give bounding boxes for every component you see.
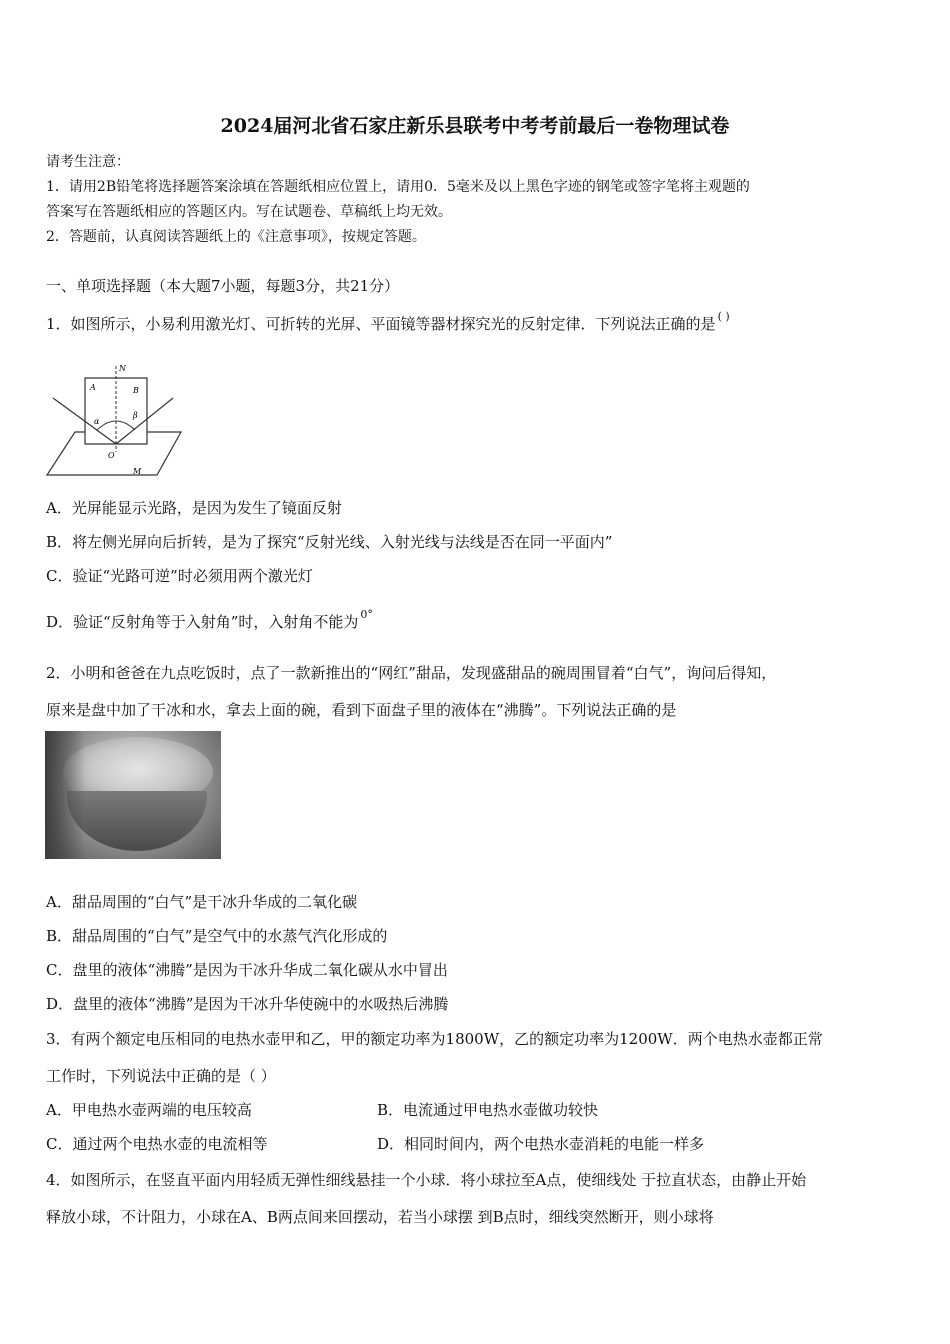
- q1-option-d-text: D．验证“反射角等于入射角”时，入射角不能为: [46, 613, 359, 631]
- label-b: B: [133, 386, 139, 395]
- reflection-diagram: [45, 360, 185, 480]
- label-alpha: α: [94, 417, 100, 426]
- q2-option-d: D．盘里的液体“沸腾”是因为干冰升华使碗中的水吸热后沸腾: [46, 995, 449, 1013]
- q4-stem-line-1: 4．如图所示，在竖直平面内用轻质无弹性细线悬挂一个小球．将小球拉至A点，使细线处 于拉直状态，由静止开始: [46, 1171, 807, 1189]
- q1-option-d-sup: 0°: [360, 608, 373, 621]
- q1-option-d: [46, 608, 373, 634]
- q2-stem-line-1: 2．小明和爸爸在九点吃饭时，点了一款新推出的“网红”甜品，发现盛甜品的碗周围冒着“白气”，询问后得知，: [46, 664, 777, 682]
- q1-option-a: A．光屏能显示光路，是因为发生了镜面反射: [46, 499, 342, 517]
- q1-stem: [46, 310, 730, 336]
- q3-option-d: D．相同时间内，两个电热水壶消耗的电能一样多: [377, 1135, 705, 1153]
- q1-stem-bracket: ( ): [717, 310, 730, 323]
- q3-option-c: C．通过两个电热水壶的电流相等: [46, 1135, 268, 1153]
- q3-option-b: B．电流通过甲电热水壶做功较快: [377, 1101, 599, 1119]
- q2-stem-line-2: 原来是盘中加了干冰和水，拿去上面的碗，看到下面盘子里的液体在“沸腾”。下列说法正确的是: [46, 701, 677, 719]
- label-beta: β: [133, 411, 138, 420]
- notice-line-1: 1．请用2B铅笔将选择题答案涂填在答题纸相应位置上，请用0．5毫米及以上黑色字迹的钢笔或签字笔将主观题的: [46, 179, 750, 195]
- notice-line-1b: 答案写在答题纸相应的答题区内。写在试题卷、草稿纸上均无效。: [46, 204, 452, 220]
- label-n: N: [119, 364, 126, 373]
- q2-option-b: B．甜品周围的“白气”是空气中的水蒸气汽化形成的: [46, 927, 388, 945]
- q3-option-a: A．甲电热水壶两端的电压较高: [46, 1101, 252, 1119]
- section-heading: 一、单项选择题（本大题7小题，每题3分，共21分）: [46, 277, 400, 295]
- label-m: M: [133, 467, 142, 476]
- label-a: A: [90, 383, 96, 392]
- page-title: 2024届河北省石家庄新乐县联考中考考前最后一卷物理试卷: [220, 115, 730, 137]
- notice-heading: 请考生注意：: [46, 154, 130, 170]
- q2-option-c: C．盘里的液体“沸腾”是因为干冰升华成二氧化碳从水中冒出: [46, 961, 448, 979]
- q3-stem-line-1: 3．有两个额定电压相同的电热水壶甲和乙，甲的额定功率为1800W，乙的额定功率为1200W．两个电热水壶都正常: [46, 1030, 823, 1048]
- notice-line-2: 2．答题前，认真阅读答题纸上的《注意事项》，按规定答题。: [46, 229, 426, 245]
- q1-stem-text: 1．如图所示，小易利用激光灯、可折转的光屏、平面镜等器材探究光的反射定律．下列说法正确的是: [46, 315, 716, 333]
- label-o: O: [108, 451, 115, 460]
- q1-option-c: C．验证“光路可逆”时必须用两个激光灯: [46, 567, 313, 585]
- q4-stem-line-2: 释放小球，不计阻力，小球在A、B两点间来回摆动，若当小球摆 到B点时，细线突然断开，则小球将: [46, 1208, 714, 1226]
- dessert-photo: [45, 731, 221, 859]
- q1-option-b: B．将左侧光屏向后折转，是为了探究“反射光线、入射光线与法线是否在同一平面内”: [46, 533, 613, 551]
- q2-option-a: A．甜品周围的“白气”是干冰升华成的二氧化碳: [46, 893, 358, 911]
- q3-stem-line-2: 工作时，下列说法中正确的是（ ）: [46, 1067, 276, 1085]
